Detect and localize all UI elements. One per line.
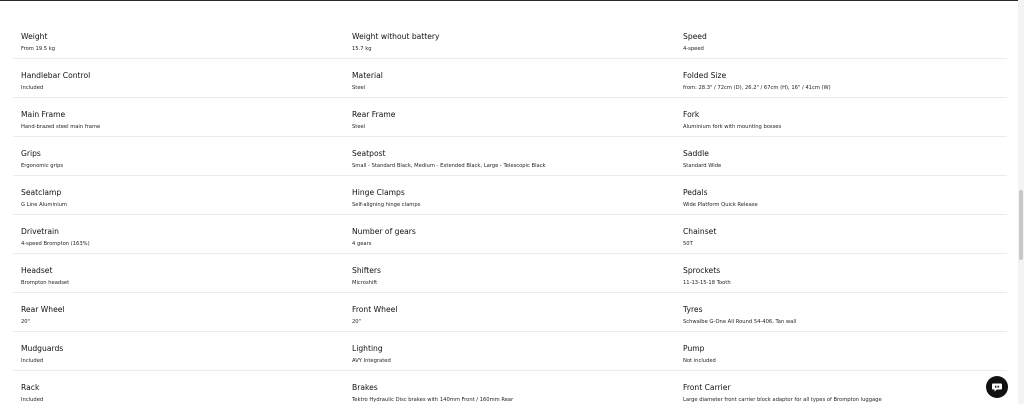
spec-front-carrier <box>675 371 1006 410</box>
spec-row <box>13 254 1007 293</box>
spec-rack <box>13 371 344 410</box>
spec-value: 11-13-15-18 Tooth <box>683 280 731 286</box>
spec-mudguards <box>13 332 344 370</box>
spec-value: Ergonomic grips <box>21 163 64 169</box>
spec-label: Handlebar Control <box>21 71 91 80</box>
spec-label: Seatclamp <box>21 188 62 197</box>
spec-value: Microshift <box>352 280 378 286</box>
spec-row <box>13 215 1007 254</box>
spec-value: 50T <box>683 241 693 247</box>
spec-label: Lighting <box>352 344 383 353</box>
spec-value: Steel <box>352 124 366 130</box>
spec-speed <box>675 20 1006 58</box>
spec-value: From 19.5 kg <box>21 46 55 52</box>
spec-label: Hinge Clamps <box>352 188 405 197</box>
spec-brakes <box>344 371 675 410</box>
spec-drivetrain <box>13 215 344 253</box>
spec-value: 15.7 kg <box>352 46 372 52</box>
spec-seatclamp <box>13 176 344 214</box>
spec-front-wheel <box>344 293 675 331</box>
spec-lighting <box>344 332 675 370</box>
spec-label: Tyres <box>683 305 703 314</box>
spec-label: Front Wheel <box>352 305 398 314</box>
spec-label: Brakes <box>352 383 378 392</box>
spec-label: Pump <box>683 344 705 353</box>
spec-value: 4-speed Brompton (163%) <box>21 241 90 247</box>
spec-label: Saddle <box>683 149 709 158</box>
spec-value: 4-speed <box>683 46 704 52</box>
spec-value: Included <box>21 397 44 403</box>
header-divider <box>0 0 1018 1</box>
spec-value: Wide Platform Quick Release <box>683 202 758 208</box>
spec-label: Fork <box>683 110 700 119</box>
spec-label: Shifters <box>352 266 382 275</box>
spec-shifters <box>344 254 675 292</box>
spec-value: Large diameter front carrier block adaptor for all types of Brompton luggage <box>683 397 882 403</box>
chat-button[interactable] <box>986 376 1008 398</box>
spec-value: Schwalbe G-One All Round 54-406, Tan wall <box>683 319 797 325</box>
spec-weight-without-battery <box>344 20 675 58</box>
spec-rear-frame <box>344 98 675 136</box>
spec-label: Front Carrier <box>683 383 731 392</box>
spec-label: Mudguards <box>21 344 64 353</box>
spec-row <box>13 137 1007 176</box>
spec-label: Chainset <box>683 227 717 236</box>
spec-label: Grips <box>21 149 41 158</box>
spec-row <box>13 332 1007 371</box>
spec-label: Weight without battery <box>352 32 440 41</box>
spec-value: Hand-brazed steel main frame <box>21 124 101 130</box>
spec-value: Brompton headset <box>21 280 70 286</box>
spec-row <box>13 371 1007 410</box>
spec-pedals <box>675 176 1006 214</box>
spec-sprockets <box>675 254 1006 292</box>
spec-row <box>13 293 1007 332</box>
spec-saddle <box>675 137 1006 175</box>
spec-tyres <box>675 293 1006 331</box>
spec-number-of-gears <box>344 215 675 253</box>
spec-main-frame <box>13 98 344 136</box>
spec-value: from: 28.3" / 72cm (D), 26.2" / 67cm (H), 16" / 41cm (W) <box>683 85 831 91</box>
spec-label: Rack <box>21 383 40 392</box>
spec-value: 20" <box>352 319 361 325</box>
spec-headset <box>13 254 344 292</box>
spec-value: Tektro Hydraulic Disc brakes with 140mm Front / 160mm Rear <box>352 397 514 403</box>
spec-row <box>13 20 1007 59</box>
spec-handlebar-control <box>13 59 344 97</box>
spec-pump <box>675 332 1006 370</box>
spec-value: 20" <box>21 319 30 325</box>
spec-value: Included <box>21 85 44 91</box>
spec-label: Weight <box>21 32 48 41</box>
spec-label: Material <box>352 71 383 80</box>
spec-label: Pedals <box>683 188 708 197</box>
spec-label: Sprockets <box>683 266 721 275</box>
spec-label: Rear Wheel <box>21 305 65 314</box>
spec-value: Not included <box>683 358 716 364</box>
specifications-table <box>13 20 1007 410</box>
spec-label: Drivetrain <box>21 227 59 236</box>
spec-label: Seatpost <box>352 149 386 158</box>
spec-fork <box>675 98 1006 136</box>
spec-value: Steel <box>352 85 366 91</box>
spec-row <box>13 176 1007 215</box>
spec-value: 4 gears <box>352 241 372 247</box>
spec-label: Main Frame <box>21 110 66 119</box>
spec-material <box>344 59 675 97</box>
spec-folded-size <box>675 59 1006 97</box>
spec-seatpost <box>344 137 675 175</box>
chat-icon <box>991 378 1003 397</box>
spec-grips <box>13 137 344 175</box>
spec-label: Number of gears <box>352 227 416 236</box>
spec-value: Aluminium fork with mounting bosses <box>683 124 782 130</box>
spec-value: Self-aligning hinge clamps <box>352 202 421 208</box>
spec-value: Small - Standard Black, Medium - Extended Black, Large - Telescopic Black <box>352 163 546 169</box>
spec-rear-wheel <box>13 293 344 331</box>
spec-label: Speed <box>683 32 707 41</box>
spec-value: AVY Integrated <box>352 358 391 364</box>
spec-label: Headset <box>21 266 53 275</box>
spec-hinge-clamps <box>344 176 675 214</box>
spec-value: Included <box>21 358 44 364</box>
spec-value: G Line Aluminium <box>21 202 67 208</box>
spec-chainset <box>675 215 1006 253</box>
spec-row <box>13 98 1007 137</box>
spec-row <box>13 59 1007 98</box>
spec-weight <box>13 20 344 58</box>
spec-label: Rear Frame <box>352 110 396 119</box>
scrollbar-thumb[interactable] <box>1019 190 1023 260</box>
spec-label: Folded Size <box>683 71 727 80</box>
spec-value: Standard Wide <box>683 163 722 169</box>
page-scrollbar[interactable] <box>1018 0 1024 404</box>
